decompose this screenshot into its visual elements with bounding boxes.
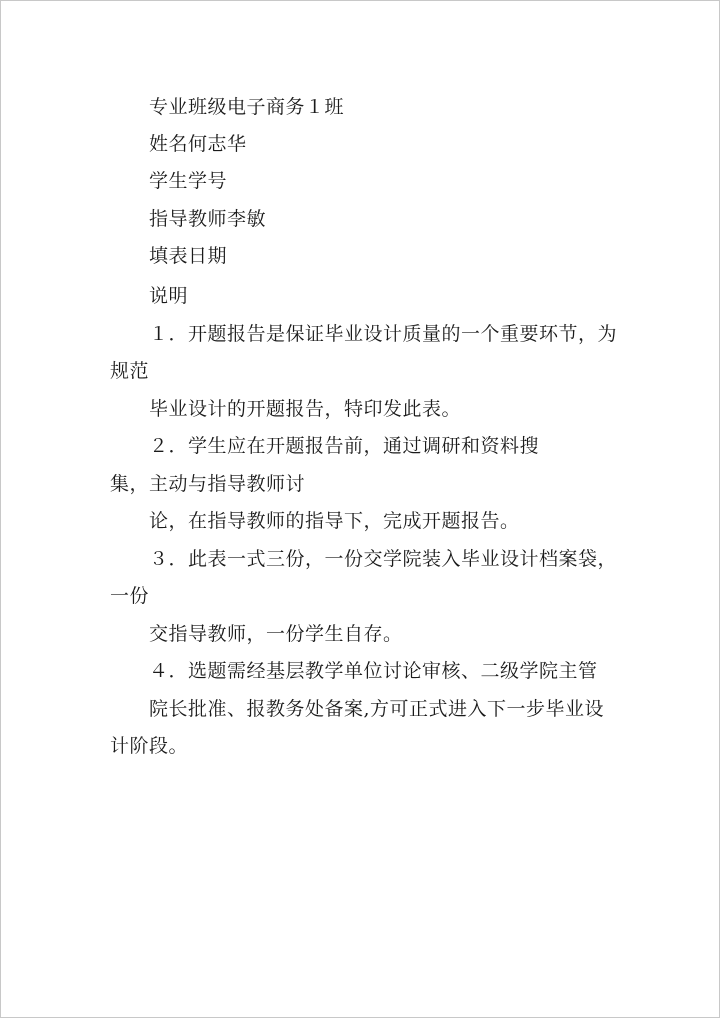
field-advisor: 指导教师李敏: [149, 208, 267, 230]
note-line: 交指导教师，一份学生自存。: [149, 623, 403, 645]
note-line: ３．此表一式三份，一份交学院装入毕业设计档案袋，: [149, 548, 618, 570]
field-student-id: 学生学号: [149, 170, 228, 192]
notes-heading: 说明: [149, 285, 189, 307]
note-line: 规范: [110, 360, 150, 382]
field-date: 填表日期: [149, 245, 228, 267]
field-major-class: 专业班级电子商务１班: [149, 96, 345, 118]
note-line: １．开题报告是保证毕业设计质量的一个重要环节，为: [149, 323, 618, 345]
note-line: 论，在指导教师的指导下，完成开题报告。: [149, 510, 520, 532]
field-name: 姓名何志华: [149, 133, 247, 155]
note-line: 集，主动与指导教师讨: [110, 473, 306, 495]
note-line: ２．学生应在开题报告前，通过调研和资料搜: [149, 435, 540, 457]
note-line: 一份: [110, 585, 150, 607]
note-line: 院长批准、报教务处备案,方可正式进入下一步毕业设: [149, 698, 605, 720]
note-line: 计阶段。: [110, 735, 189, 757]
note-line: ４．选题需经基层教学单位讨论审核、二级学院主管: [149, 660, 598, 682]
note-line: 毕业设计的开题报告，特印发此表。: [149, 398, 462, 420]
